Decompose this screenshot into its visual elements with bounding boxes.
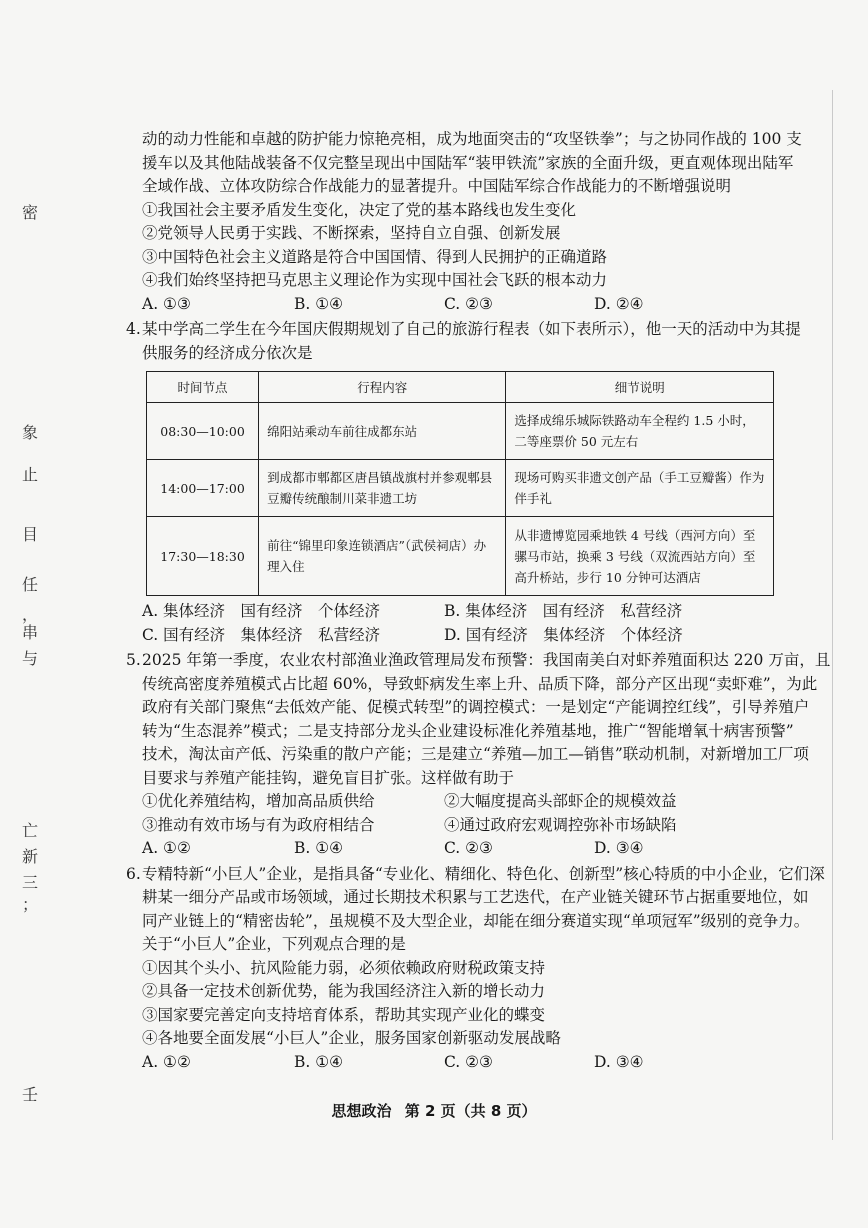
question-3 (142, 128, 814, 316)
q6-options (142, 1051, 814, 1075)
q6-item: ②具备一定技术创新优势，能为我国经济注入新的增长动力 (142, 982, 546, 1000)
q6-option-b[interactable]: B. ①④ (294, 1052, 344, 1071)
margin-mark: ； (22, 895, 39, 914)
q5-stem-line: 目要求与养殖产能挂钩，避免盲目扩张。这样做有助于 (142, 768, 515, 787)
q5-stem-line: 2025 年第一季度，农业农村部渔业渔政管理局发布预警：我国南美白对虾养殖面积达 220 万亩，且 (142, 651, 831, 669)
footer-page-number: 第 2 页（共 8 页） (404, 1102, 537, 1120)
page-edge-line (832, 90, 833, 1140)
q5-option-c[interactable]: C. ②③ (444, 839, 493, 857)
table-cell-time: 17:30—18:30 (147, 517, 259, 596)
q3-item: ④我们始终坚持把马克思主义理论作为实现中国社会飞跃的根本动力 (142, 271, 608, 289)
table-row (147, 517, 774, 596)
margin-mark: 与 (22, 649, 39, 668)
table-cell-content: 前往“锦里印象连锁酒店”（武侯祠店）办理入住 (259, 517, 506, 596)
q3-option-d[interactable]: D. ②④ (594, 294, 644, 313)
q6-option-a[interactable]: A. ①② (142, 1052, 191, 1071)
q3-options (142, 293, 814, 317)
question-6 (126, 863, 825, 1075)
q5-items-row (142, 790, 814, 814)
q4-option-b[interactable]: B. 集体经济 国有经济 私营经济 (444, 602, 683, 620)
q6-stem-line: 关于“小巨人”企业，下列观点合理的是 (142, 935, 406, 953)
table-cell-time: 08:30—10:00 (147, 403, 259, 460)
margin-mark: 亡 (22, 821, 39, 840)
table-cell-detail: 现场可购买非遗文创产品（手工豆瓣酱）作为伴手礼 (506, 460, 774, 517)
footer-subject: 思想政治 (331, 1102, 392, 1120)
q3-option-c[interactable]: C. ②③ (444, 294, 493, 313)
q6-stem-line: 耕某一细分产品或市场领域，通过长期技术积累与工艺迭代，在产业链关键环节占据重要地位，如 (142, 888, 809, 906)
table-cell-content: 绵阳站乘动车前往成都东站 (259, 403, 506, 460)
q4-option-a[interactable]: A. 集体经济 国有经济 个体经济 (142, 602, 381, 620)
q3-item: ①我国社会主要矛盾发生变化，决定了党的基本路线也发生变化 (142, 200, 577, 219)
margin-mark: 密 (22, 203, 39, 222)
margin-mark: 任 (22, 575, 39, 594)
table-row (147, 460, 774, 517)
q5-stem-line: 传统高密度养殖模式占比超 60%，导致虾病发生率上升、品质下降，部分产区出现“卖虾难”，为此 (142, 674, 818, 693)
q6-option-c[interactable]: C. ②③ (444, 1052, 493, 1071)
table-cell-time: 14:00—17:00 (147, 460, 259, 517)
table-row (147, 403, 774, 460)
q5-option-b[interactable]: B. ①④ (294, 839, 344, 857)
q4-number: 4. (126, 320, 141, 338)
q6-stem-line: 同产业链上的“精密齿轮”，虽规模不及大型企业，却能在细分赛道实现“单项冠军”级别的竞争力。 (142, 911, 810, 930)
q5-number: 5. (126, 651, 141, 669)
q6-number: 6. (126, 864, 141, 883)
q5-stem-line: 转为“生态混养”模式；二是支持部分龙头企业建设标准化养殖基地，推广“智能增氧十病害预警” (142, 721, 794, 740)
margin-mark: 三 (22, 873, 39, 892)
itinerary-table (146, 371, 774, 596)
margin-mark: 止 (22, 465, 39, 484)
q6-option-d[interactable]: D. ③④ (594, 1052, 644, 1071)
q3-option-a[interactable]: A. ①③ (142, 294, 191, 313)
table-header: 细节说明 (506, 372, 774, 403)
margin-mark: 串 (22, 623, 39, 642)
q6-stem-line: 专精特新“小巨人”企业，是指具备“专业化、精细化、特色化、创新型”核心特质的中小企业，它们深 (142, 864, 825, 883)
q3-stem-line: 动的动力性能和卓越的防护能力惊艳亮相，成为地面突击的“攻坚铁拳”；与之协同作战的 100 支 (142, 130, 802, 148)
table-header: 时间节点 (147, 372, 259, 403)
q4-options-row (142, 600, 814, 624)
q5-option-d[interactable]: D. ③④ (594, 839, 644, 857)
table-cell-content: 到成都市郫都区唐昌镇战旗村并参观郫县豆瓣传统酿制川菜非遗工坊 (259, 460, 506, 517)
q4-stem-line: 某中学高二学生在今年国庆假期规划了自己的旅游行程表（如下表所示），他一天的活动中为其提 (142, 320, 801, 338)
margin-mark: ， (22, 605, 39, 624)
margin-mark: 壬 (22, 1085, 39, 1104)
q5-item: ④通过政府宏观调控弥补市场缺陷 (444, 815, 677, 834)
question-5 (126, 649, 831, 861)
q5-stem-line: 政府有关部门聚焦“去低效产能、促模式转型”的调控模式：一是划定“产能调控红线”，引导养殖户 (142, 698, 810, 716)
margin-mark: 目 (22, 525, 39, 544)
q5-item: ③推动有效市场与有为政府相结合 (142, 815, 375, 834)
margin-mark: 象 (22, 423, 39, 442)
q6-item: ④各地要全面发展“小巨人”企业，服务国家创新驱动发展战略 (142, 1029, 561, 1047)
q5-item: ①优化养殖结构，增加高品质供给 (142, 792, 375, 810)
q5-options (142, 837, 814, 861)
margin-mark: 新 (22, 847, 39, 866)
table-header: 行程内容 (259, 372, 506, 403)
q5-option-a[interactable]: A. ①② (142, 839, 191, 857)
q3-stem-line: 援车以及其他陆战装备不仅完整呈现出中国陆军“装甲铁流”家族的全面升级，更直观体现出陆军 (142, 153, 794, 172)
q3-item: ③中国特色社会主义道路是符合中国国情、得到人民拥护的正确道路 (142, 247, 608, 266)
q6-item: ①因其个头小、抗风险能力弱，必须依赖政府财税政策支持 (142, 958, 546, 977)
question-content (126, 128, 831, 1074)
table-header-row (147, 372, 774, 403)
q5-stem-line: 技术，淘汰亩产低、污染重的散户产能；三是建立“养殖—加工—销售”联动机制，对新增加工厂项 (142, 745, 809, 763)
q5-items-row (142, 814, 814, 838)
q3-option-b[interactable]: B. ①④ (294, 294, 344, 313)
page-footer (0, 1100, 868, 1121)
question-4 (126, 318, 814, 647)
q4-options-row (142, 624, 814, 648)
q4-option-c[interactable]: C. 国有经济 集体经济 私营经济 (142, 625, 381, 644)
q4-option-d[interactable]: D. 国有经济 集体经济 个体经济 (444, 625, 683, 644)
table-cell-detail: 选择成绵乐城际铁路动车全程约 1.5 小时，二等座票价 50 元左右 (506, 403, 774, 460)
q3-item: ②党领导人民勇于实践、不断探索，坚持自立自强、创新发展 (142, 224, 561, 242)
q4-stem-line: 供服务的经济成分依次是 (142, 343, 313, 362)
q5-item: ②大幅度提高头部虾企的规模效益 (444, 792, 677, 810)
q3-stem-line: 全域作战、立体攻防综合作战能力的显著提升。中国陆军综合作战能力的不断增强说明 (142, 177, 732, 195)
q6-item: ③国家要完善定向支持培育体系，帮助其实现产业化的蝶变 (142, 1005, 546, 1024)
table-cell-detail: 从非遗博览园乘地铁 4 号线（西河方向）至骡马市站，换乘 3 号线（双流西站方向）至高升桥站，步行 10 分钟可达酒店 (506, 517, 774, 596)
